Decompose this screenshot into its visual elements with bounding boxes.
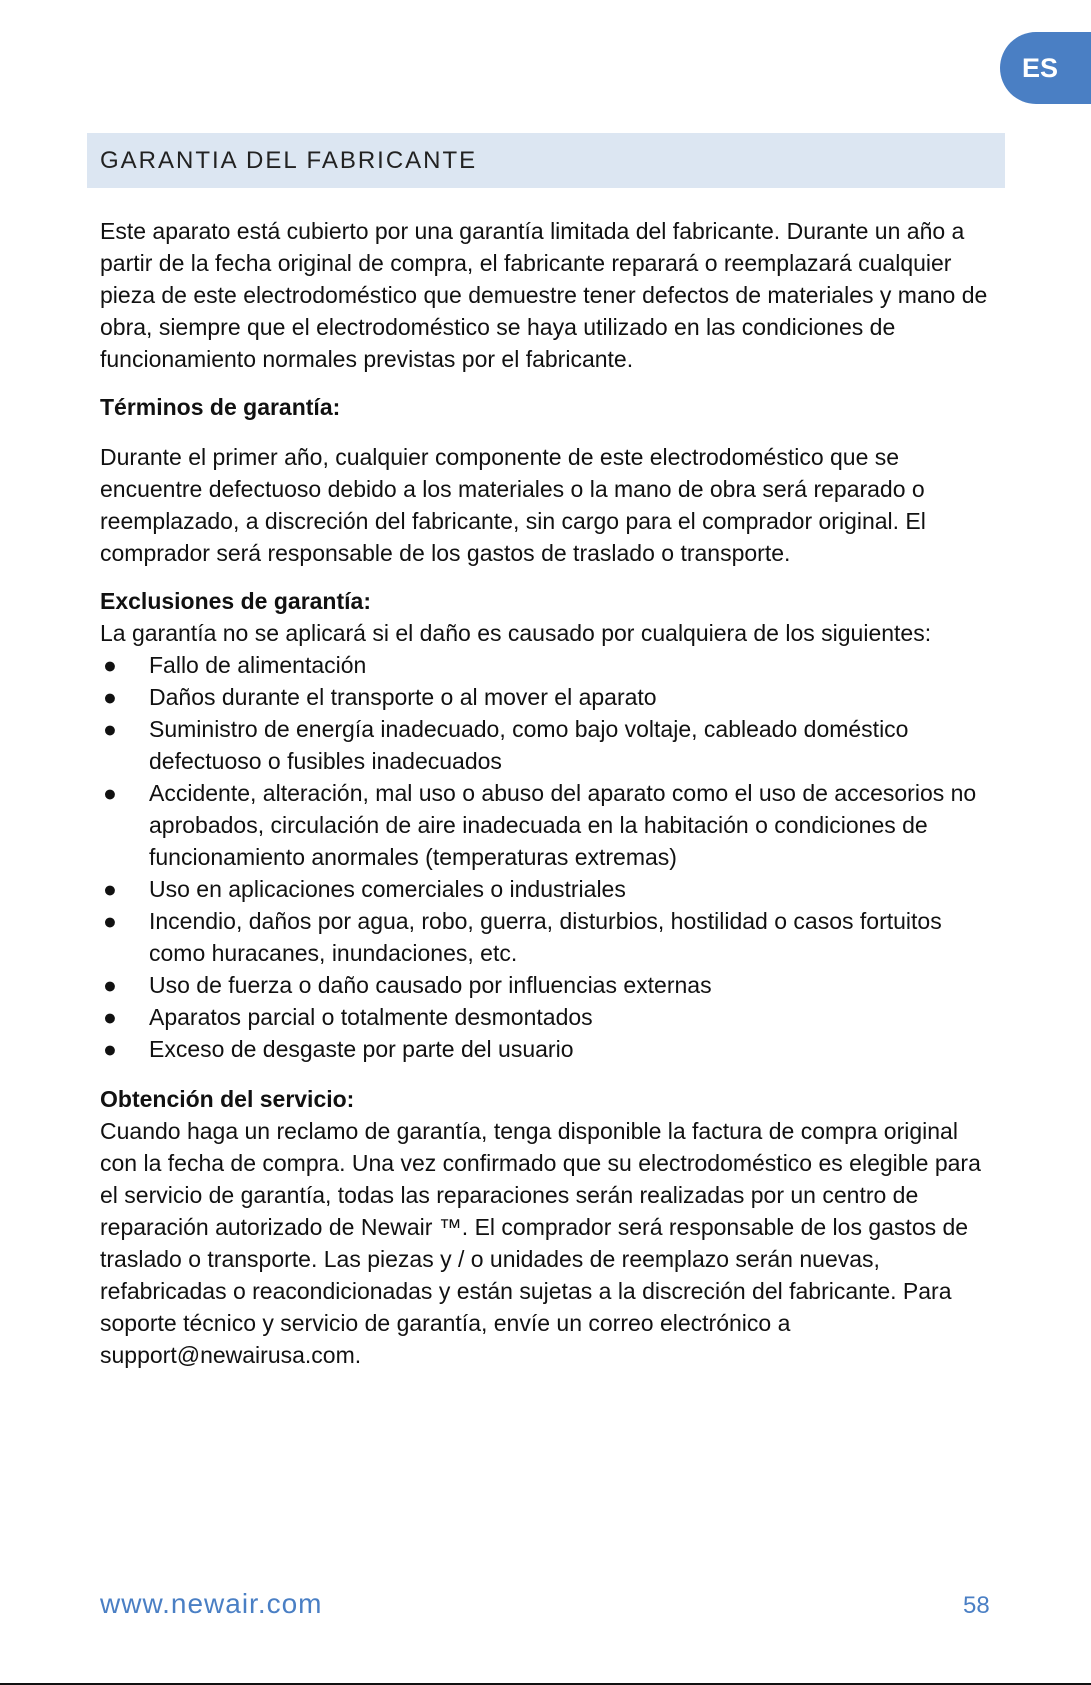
bullet-icon: ● [103,908,117,934]
list-item [100,873,1000,905]
terms-paragraph: Durante el primer año, cualquier componente de este electrodoméstico que se encuentre defectuoso debido a los materiales o la mano de obra será reparado o reemplazado, a discreción del fabricante, sin cargo para el comprador original. El comprador será responsable de los gastos de traslado o transporte. [100,444,926,566]
bullet-icon: ● [103,1004,117,1030]
list-item [100,969,1000,1001]
list-item-text: Fallo de alimentación [149,652,367,678]
list-item-text: Uso en aplicaciones comerciales o industriales [149,876,626,902]
list-item-text: Incendio, daños por agua, robo, guerra, disturbios, hostilidad o casos fortuitos como huracanes, inundaciones, etc. [149,908,942,966]
list-item [100,777,1000,873]
list-item [100,713,1000,777]
list-item-text: Suministro de energía inadecuado, como bajo voltaje, cableado doméstico defectuoso o fusibles inadecuados [149,716,909,774]
terms-heading: Términos de garantía: [100,394,341,420]
warranty-content [100,215,1000,1371]
section-title: GARANTIA DEL FABRICANTE [100,147,478,174]
list-item [100,649,1000,681]
service-heading: Obtención del servicio: [100,1086,355,1112]
list-item [100,681,1000,713]
exclusions-list [100,649,1000,1065]
service-paragraph: Cuando haga un reclamo de garantía, tenga disponible la factura de compra original con la fecha de compra. Una vez confirmado que su electrodoméstico es elegible para el servicio de garantía, todas las reparaciones serán realizadas por un centro de reparación autorizado de Newair ™. El comprador será responsable de los gastos de traslado o transporte. Las piezas y / o unidades de reemplazo serán nuevas, refabricadas o reacondicionadas y están sujetas a la discreción del fabricante. Para soporte técnico y servicio de garantía, envíe un correo electrónico a support@newairusa.com. [100,1118,981,1368]
list-item [100,1033,1000,1065]
list-item [100,1001,1000,1033]
exclusions-intro: La garantía no se aplicará si el daño es causado por cualquiera de los siguientes: [100,620,932,646]
bullet-icon: ● [103,972,117,998]
bullet-icon: ● [103,716,117,742]
exclusions-heading: Exclusiones de garantía: [100,588,371,614]
list-item-text: Exceso de desgaste por parte del usuario [149,1036,574,1062]
list-item-text: Daños durante el transporte o al mover el aparato [149,684,657,710]
list-item [100,905,1000,969]
section-header [87,133,1005,188]
list-item-text: Accidente, alteración, mal uso o abuso del aparato como el uso de accesorios no aprobados, circulación de aire inadecuada en la habitación o condiciones de funcionamiento anormales (temperaturas extremas) [149,780,977,870]
bullet-icon: ● [103,1036,117,1062]
bullet-icon: ● [103,652,117,678]
bullet-icon: ● [103,684,117,710]
language-tab: ES [1000,32,1091,104]
bullet-icon: ● [103,780,117,806]
list-item-text: Aparatos parcial o totalmente desmontados [149,1004,593,1030]
intro-paragraph: Este aparato está cubierto por una garantía limitada del fabricante. Durante un año a partir de la fecha original de compra, el fabricante reparará o reemplazará cualquier pieza de este electrodoméstico que demuestre tener defectos de materiales y mano de obra, siempre que el electrodoméstico se haya utilizado en las condiciones de funcionamiento normales previstas por el fabricante. [100,218,988,372]
list-item-text: Uso de fuerza o daño causado por influencias externas [149,972,712,998]
page-number: 58 [963,1592,990,1619]
bullet-icon: ● [103,876,117,902]
footer-website-link[interactable]: www.newair.com [100,1588,323,1619]
